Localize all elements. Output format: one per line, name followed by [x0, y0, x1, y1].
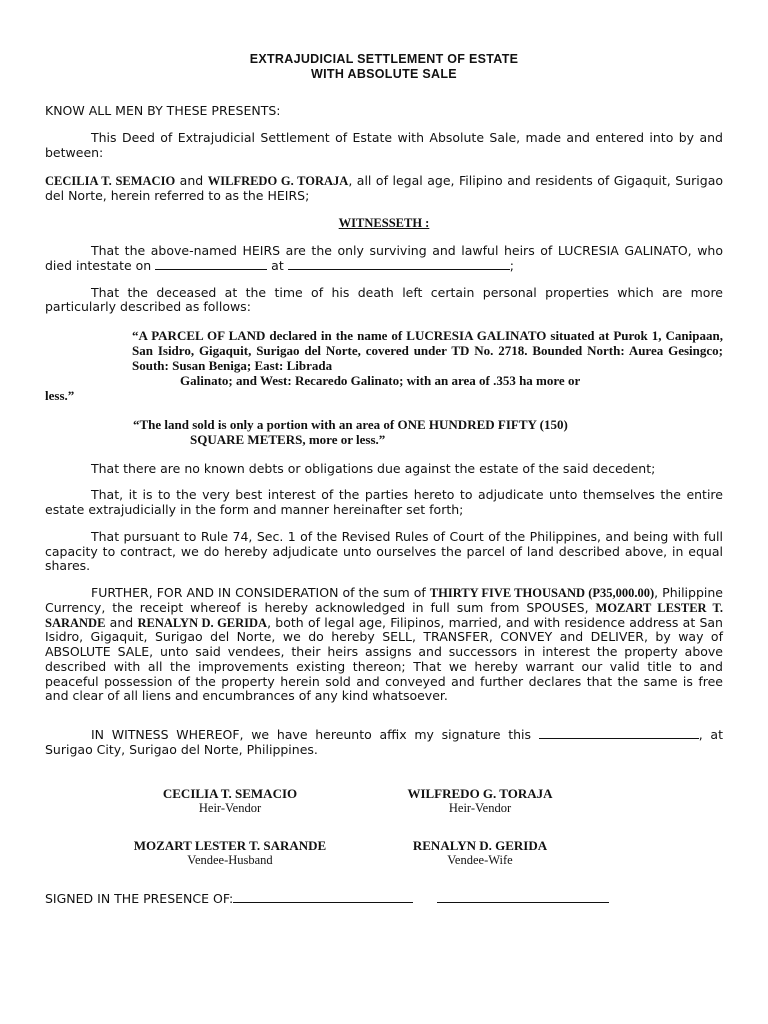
- signature-date-blank[interactable]: [539, 728, 699, 739]
- title-line-1: EXTRAJUDICIAL SETTLEMENT OF ESTATE: [249, 52, 519, 66]
- salutation: KNOW ALL MEN BY THESE PRESENTS:: [45, 102, 281, 118]
- title-line-2: WITH ABSOLUTE SALE: [311, 67, 457, 82]
- land-quote-line-1: “A PARCEL OF LAND declared in the name of LUCRESIA GALINATO situated at Purok 1, Canipaan, San Isidro, Gigaquit, Surigao del Norte, covered under TD No. 2718. Bounded North: Aurea Gesingco; South: Susan Beniga; East: Librada: [132, 328, 723, 374]
- signatory-role: Heir-Vendor: [198, 800, 262, 815]
- witness-text-2: , at Surigao City, Surigao del Norte, Philippines.: [45, 727, 723, 757]
- heirs-text: That the above-named HEIRS are the only surviving and lawful heirs of LUCRESIA GALINATO, who died intestate on: [45, 243, 723, 273]
- parties-description: , all of legal age, Filipino and residents of Gigaquit, Surigao del Norte, herein referred to as the HEIRS;: [45, 172, 723, 203]
- vendee-1-name: MOZART LESTER T. SARANDE: [45, 600, 723, 630]
- heir-2-name: WILFREDO G. TORAJA: [207, 173, 349, 188]
- parties-paragraph: [45, 174, 723, 204]
- heirs-paragraph: [45, 244, 723, 274]
- land-quote-line-3: less.”: [45, 388, 75, 404]
- properties-paragraph: That the deceased at the time of his death left certain personal properties which are more particularly described as follows:: [45, 284, 723, 315]
- consideration-and: and: [105, 614, 138, 630]
- land-sold-quote: [45, 417, 723, 447]
- signatory-role: Vendee-Husband: [187, 852, 273, 867]
- vendee-2-name: RENALYN D. GERIDA: [137, 615, 268, 630]
- presence-label: SIGNED IN THE PRESENCE OF:: [45, 890, 234, 906]
- witness-text-1: IN WITNESS WHEREOF, we have hereunto affix my signature this: [91, 727, 539, 743]
- signatory-name: WILFREDO G. TORAJA: [407, 785, 553, 801]
- witness-1-signature-blank[interactable]: [233, 892, 413, 903]
- land-description-quote: [45, 328, 723, 403]
- consideration-amount: THIRTY FIVE THOUSAND (P35,000.00): [429, 586, 655, 601]
- debts-paragraph: That there are no known debts or obligations due against the estate of the said decedent;: [91, 460, 656, 476]
- document-title: [45, 52, 723, 83]
- signatory-block: [355, 786, 605, 816]
- witnesseth-heading: WITNESSETH :: [338, 216, 430, 231]
- signatory-block: [105, 838, 355, 868]
- sold-quote-line-2: SQUARE METERS, more or less.”: [190, 432, 386, 448]
- consideration-text-3: , both of legal age, Filipinos, married, and with residence address at San Isidro, Gigaquit, Surigao del Norte, we do hereby SELL, TRANSFER, CONVEY and DELIVER, by way of ABSOLUTE SALE, unto said vendees, their heirs assigns and successors in interest the property above described with all the improvements existing thereon; That we hereby warrant our valid title to and peaceful possession of the property herein sold and conveyed and further declares that the same is free and clear of all liens and encumbrances of any kind whatsoever.: [45, 614, 723, 704]
- consideration-paragraph: [45, 586, 723, 704]
- deed-document: [45, 52, 723, 906]
- consideration-text-2: , Philippine Currency, the receipt whereof is hereby acknowledged in full sum from SPOUSES,: [45, 585, 723, 615]
- signatory-name: MOZART LESTER T. SARANDE: [133, 837, 327, 853]
- date-of-death-blank[interactable]: [155, 259, 267, 270]
- sold-quote-line-1: “The land sold is only a portion with an area of ONE HUNDRED FIFTY (150): [133, 417, 568, 433]
- heir-1-name: CECILIA T. SEMACIO: [45, 173, 176, 188]
- presence-line: [45, 892, 723, 907]
- signatory-name: CECILIA T. SEMACIO: [162, 785, 298, 801]
- signatory-role: Vendee-Wife: [447, 852, 513, 867]
- parties-and: and: [175, 172, 208, 188]
- witness-whereof-paragraph: [45, 728, 723, 758]
- signatory-block: [105, 786, 355, 816]
- heirs-at: at: [267, 257, 288, 273]
- signature-row-vendees: [105, 838, 605, 868]
- heirs-end: ;: [509, 257, 514, 273]
- interest-paragraph: That, it is to the very best interest of the parties hereto to adjudicate unto themselves the entire estate extrajudicially in the form and manner hereinafter set forth;: [45, 487, 723, 518]
- signatory-block: [355, 838, 605, 868]
- rule-74-paragraph: That pursuant to Rule 74, Sec. 1 of the Revised Rules of Court of the Philippines, and being with full capacity to contract, we do hereby adjudicate unto ourselves the parcel of land described above, in equal shares.: [45, 528, 723, 574]
- signatory-role: Heir-Vendor: [448, 800, 512, 815]
- consideration-text-1: FURTHER, FOR AND IN CONSIDERATION of the sum of: [91, 585, 430, 601]
- signatory-name: RENALYN D. GERIDA: [412, 837, 548, 853]
- signature-row-heirs: [105, 786, 605, 816]
- intro-paragraph: This Deed of Extrajudicial Settlement of Estate with Absolute Sale, made and entered into by and between:: [45, 130, 723, 160]
- land-quote-line-2: Galinato; and West: Recaredo Galinato; with an area of .353 ha more or: [180, 373, 581, 389]
- place-of-death-blank[interactable]: [288, 259, 510, 270]
- witness-2-signature-blank[interactable]: [437, 892, 609, 903]
